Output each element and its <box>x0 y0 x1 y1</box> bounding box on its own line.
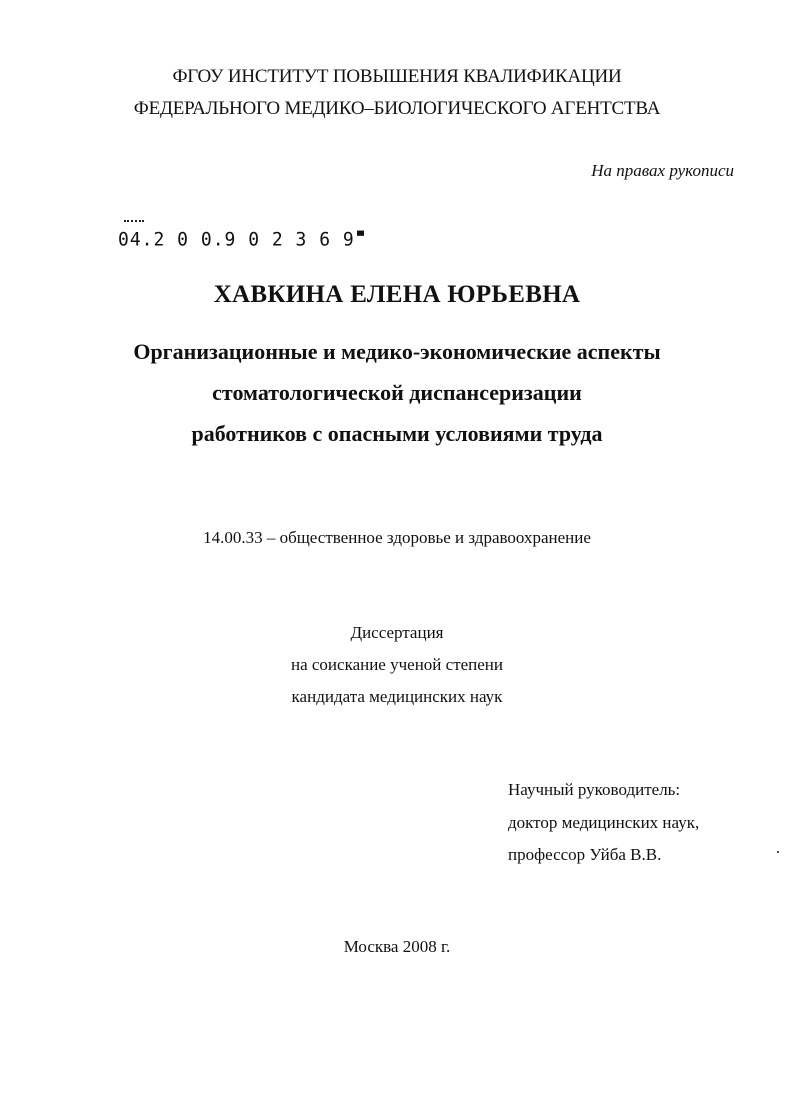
supervisor-name: профессор Уйба В.В. <box>508 845 662 864</box>
stamp-dots <box>124 220 144 226</box>
thesis-title-line-2: стоматологической диспансеризации <box>212 380 582 405</box>
institution-line-2: ФЕДЕРАЛЬНОГО МЕДИКО–БИОЛОГИЧЕСКОГО АГЕНТСТВА <box>133 98 661 119</box>
degree-line-2: на соискание ученой степени <box>290 655 504 674</box>
institution-line-1: ФГОУ ИНСТИТУТ ПОВЫШЕНИЯ КВАЛИФИКАЦИИ <box>172 66 622 87</box>
supervisor-label: Научный руководитель: <box>508 780 681 799</box>
stamp-mark-icon <box>357 231 364 236</box>
supervisor-degree: доктор медицинских наук, <box>508 813 700 832</box>
author-name: ХАВКИНА ЕЛЕНА ЮРЬЕВНА <box>213 281 581 308</box>
thesis-title-line-3: работников с опасными условиями труда <box>191 421 603 446</box>
archive-stamp <box>118 228 364 250</box>
manuscript-status: На правах рукописи <box>591 161 734 180</box>
degree-line-1: Диссертация <box>350 623 444 642</box>
degree-line-3: кандидата медицинских наук <box>291 687 503 706</box>
specialty-code: 14.00.33 – общественное здоровье и здравоохранение <box>203 528 591 547</box>
thesis-title-line-1: Организационные и медико-экономические аспекты <box>133 339 661 364</box>
archive-stamp-number: 04.2 0 0.9 0 2 3 6 9 <box>118 228 355 251</box>
place-year: Москва 2008 г. <box>343 937 451 956</box>
scan-speck <box>777 851 779 853</box>
